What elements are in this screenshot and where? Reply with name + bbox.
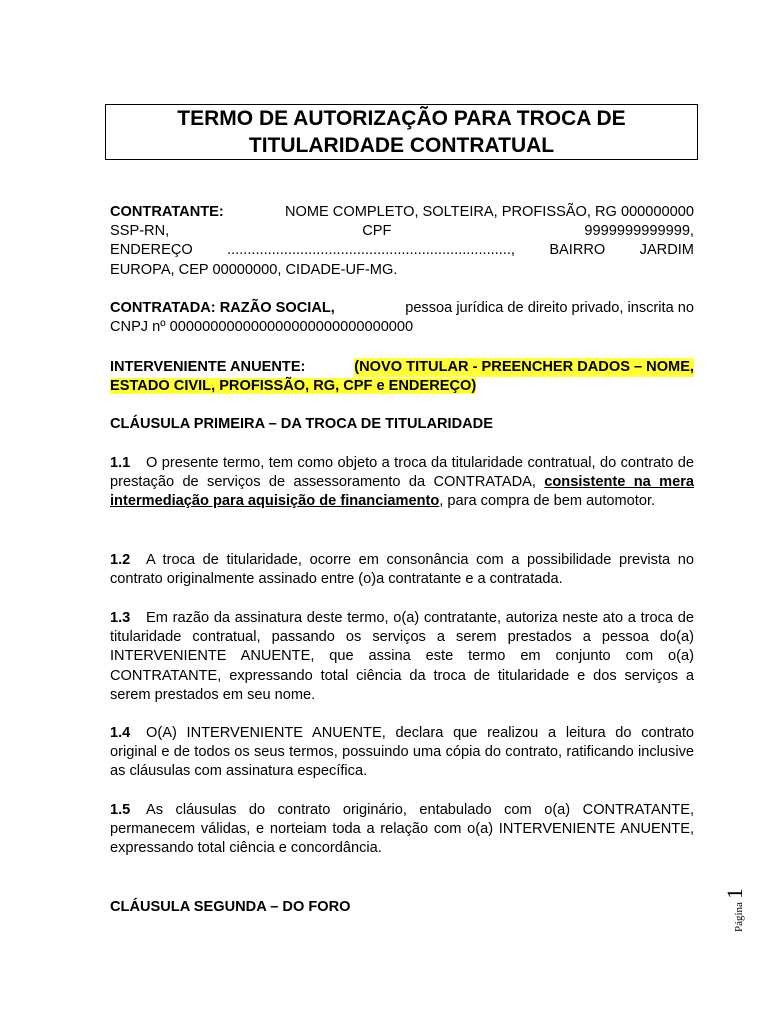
clause-text: A troca de titularidade, ocorre em consonância com a possibilidade prevista no contrato originalmente assinado entre (o)a contratante e a contratada. <box>110 552 694 588</box>
clause-number: 1.2 <box>110 552 131 568</box>
interveniente-label: INTERVENIENTE ANUENTE: <box>110 359 306 375</box>
contratante-bairro-value: JARDIM <box>639 242 694 259</box>
clause-1-3 <box>110 609 694 705</box>
contratada-paragraph <box>110 299 694 337</box>
clause-number: 1.1 <box>110 455 131 471</box>
clausula-primeira-heading: CLÁUSULA PRIMEIRA – DA TROCA DE TITULARIDADE <box>110 416 493 432</box>
contratante-cpf-value: 9999999999999, <box>584 223 694 240</box>
contratada-label: CONTRATADA: RAZÃO SOCIAL, <box>110 300 335 316</box>
clause-1-4 <box>110 724 694 782</box>
interveniente-highlight-2: ESTADO CIVIL, PROFISSÃO, RG, CPF e ENDEREÇO) <box>110 378 477 395</box>
clause-text: O presente termo, tem como objeto a troca da titularidade contratual, do contrato de prestação de serviços de assessoramento da CONTRATADA, <box>110 455 694 491</box>
interveniente-paragraph <box>110 358 694 396</box>
clause-text: As cláusulas do contrato originário, entabulado com o(a) CONTRATANTE, permanecem válidas, e norteiam toda a relação com o(a) INTERVENIENTE ANUENTE, expressando total ciência e concordância. <box>110 802 694 857</box>
contratante-cpf-label: CPF <box>362 223 392 240</box>
page-number: 1 <box>722 888 747 900</box>
contratante-label: CONTRATANTE: <box>110 204 224 220</box>
contratada-text-1: pessoa jurídica de direito privado, inscrita no <box>405 300 694 316</box>
document-title-line-1: TERMO DE AUTORIZAÇÃO PARA TROCA DE <box>177 107 626 130</box>
clause-number: 1.4 <box>110 725 131 741</box>
page-number-footer <box>722 872 747 932</box>
clause-text-end: , para compra de bem automotor. <box>439 493 656 510</box>
clause-1-2 <box>110 551 694 589</box>
contratante-line-4: EUROPA, CEP 00000000, CIDADE-UF-MG. <box>110 261 398 278</box>
document-title-box <box>105 104 698 160</box>
clause-number: 1.3 <box>110 610 131 626</box>
contratada-cnpj: CNPJ nº 000000000000000000000000000000 <box>110 319 414 336</box>
document-title-line-2: TITULARIDADE CONTRATUAL <box>248 134 555 157</box>
clause-number: 1.5 <box>110 802 131 818</box>
clausula-segunda-heading: CLÁUSULA SEGUNDA – DO FORO <box>110 899 351 915</box>
contratante-paragraph <box>110 203 694 280</box>
clause-1-5 <box>110 801 694 859</box>
clause-underlined-text: consistente na mera intermediação para aquisição de financiamento <box>110 474 694 510</box>
interveniente-highlight-1: (NOVO TITULAR - PREENCHER DADOS – NOME, <box>354 358 694 377</box>
clause-text: Em razão da assinatura deste termo, o(a) contratante, autoriza neste ato a troca de titularidade contratual, passando os serviços a serem prestados a pessoa do(a) INTERVENIENTE ANUENTE, que assina este termo em conjunto com o(a) CONTRATANTE, expressando total ciência da troca de titularidade e dos serviços a serem prestados em seu nome. <box>110 610 694 703</box>
contratante-line-1: NOME COMPLETO, SOLTEIRA, PROFISSÃO, RG 000000000 <box>284 204 694 220</box>
contratante-endereco-dots: ......................................................................, <box>227 242 515 259</box>
contratante-bairro-label: BAIRRO <box>549 242 606 259</box>
page-label: Página <box>733 902 745 932</box>
contratante-ssp: SSP-RN, <box>110 223 170 240</box>
contratante-endereco-label: ENDEREÇO <box>110 242 193 259</box>
clause-1-1 <box>110 454 694 512</box>
clause-text: O(A) INTERVENIENTE ANUENTE, declara que realizou a leitura do contrato original e de todos os seus termos, possuindo uma cópia do contrato, ratificando inclusive as cláusulas com assinatura específica. <box>110 725 694 780</box>
